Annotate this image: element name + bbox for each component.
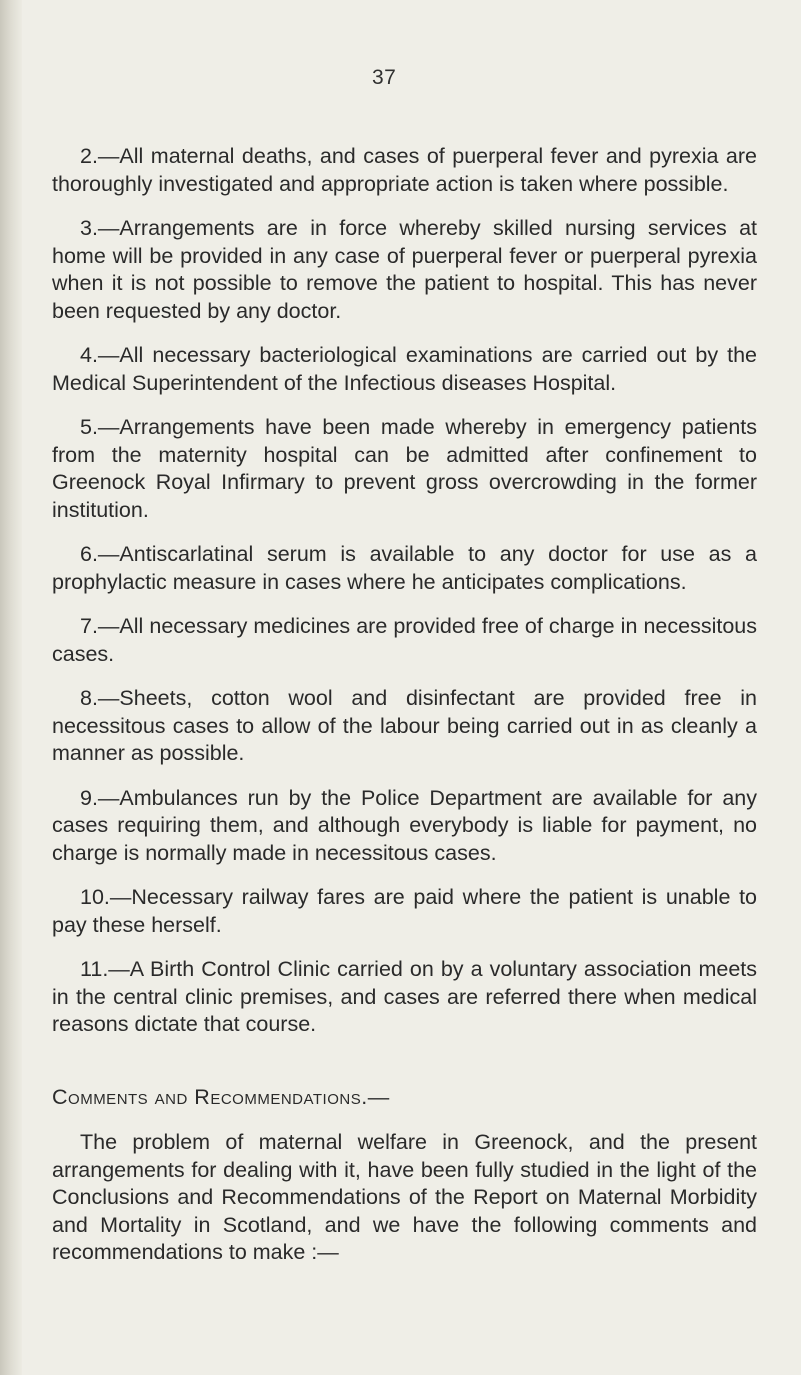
section-heading: Comments and Recommendations.— bbox=[52, 1084, 390, 1109]
binding-shadow bbox=[0, 0, 22, 1375]
paragraph-item-2: 2.—All maternal deaths, and cases of puerperal fever and pyrexia are thoroughly investigated and appropriate action is taken where possible. bbox=[52, 144, 757, 196]
paragraph-item-5: 5.—Arrangements have been made whereby in emergency patients from the maternity hospital can be admitted after confinement to Greenock Royal Infirmary to prevent gross overcrowding in the former institution. bbox=[52, 415, 757, 522]
paragraph-item-10: 10.—Necessary railway fares are paid where the patient is unable to pay these herself. bbox=[52, 885, 757, 937]
paragraph-item-4: 4.—All necessary bacteriological examinations are carried out by the Medical Superintendent of the Infectious diseases Hospital. bbox=[52, 343, 757, 395]
paragraph-item-7: 7.—All necessary medicines are provided free of charge in necessitous cases. bbox=[52, 614, 757, 666]
paragraph-item-3: 3.—Arrangements are in force whereby skilled nursing services at home will be provided in any case of puerperal fever or puerperal pyrexia when it is not possible to remove the patient to hospital. This has never been requested by any doctor. bbox=[52, 216, 757, 323]
closing-paragraph: The problem of maternal welfare in Greenock, and the present arrangements for dealing with it, have been fully studied in the light of the Conclusions and Recommendations of the Report on Maternal Morbidity and Mortality in Scotland, and we have the following comments and recommendations to make :— bbox=[52, 1130, 757, 1264]
document-body bbox=[52, 143, 757, 1284]
paragraph-item-9: 9.—Ambulances run by the Police Department are available for any cases requiring them, and although everybody is liable for payment, no charge is normally made in necessitous cases. bbox=[52, 785, 757, 865]
page-number: 37 bbox=[372, 66, 397, 89]
paragraph-item-8: 8.—Sheets, cotton wool and disinfectant are provided free in necessitous cases to allow of the labour being carried out in as cleanly a manner as possible. bbox=[52, 686, 757, 765]
paragraph-item-11: 11.—A Birth Control Clinic carried on by a voluntary association meets in the central clinic premises, and cases are referred there when medical reasons dictate that course. bbox=[52, 957, 757, 1036]
paragraph-item-6: 6.—Antiscarlatinal serum is available to any doctor for use as a prophylactic measure in cases where he anticipates complications. bbox=[52, 542, 757, 594]
